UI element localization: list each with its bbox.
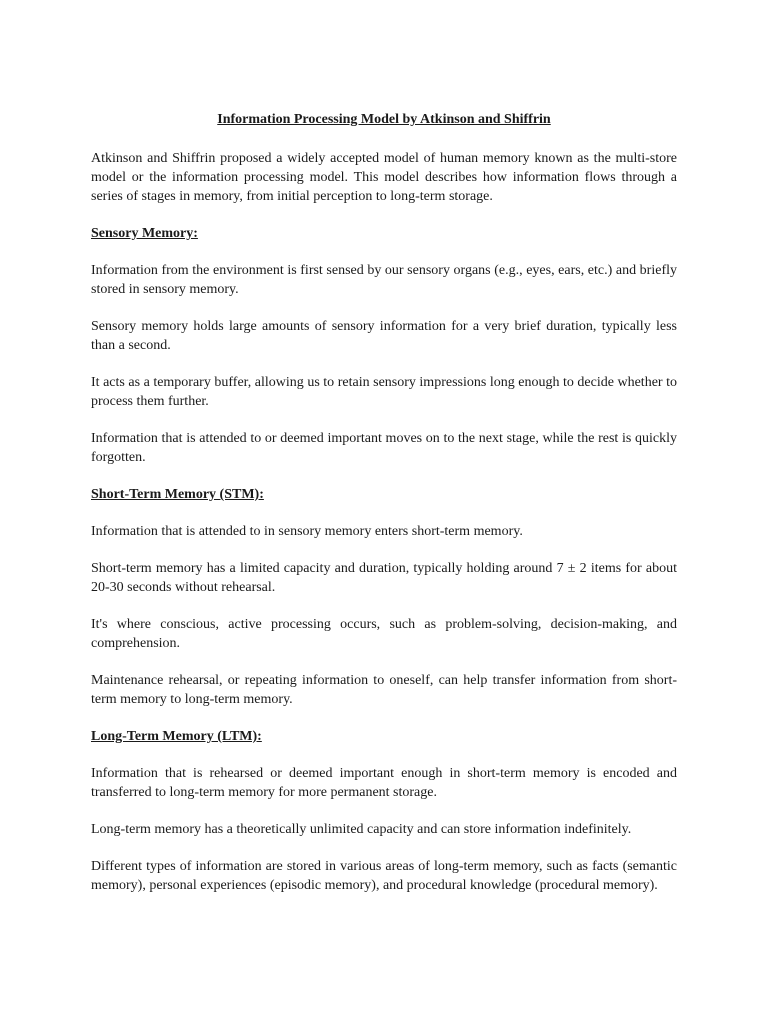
paragraph: Short-term memory has a limited capacity and duration, typically holding around 7 ± 2 items for about 20-30 seconds without rehearsal.: [91, 561, 677, 595]
paragraph: Long-term memory has a theoretically unlimited capacity and can store information indefinitely.: [91, 822, 632, 837]
paragraph: It acts as a temporary buffer, allowing us to retain sensory impressions long enough to decide whether to process them further.: [91, 375, 677, 409]
paragraph: Maintenance rehearsal, or repeating information to oneself, can help transfer information from short-term memory to long-term memory.: [91, 673, 677, 707]
paragraph: Different types of information are stored in various areas of long-term memory, such as facts (semantic memory), personal experiences (episodic memory), and procedural knowledge (procedural memory).: [91, 859, 677, 893]
paragraph: Information from the environment is first sensed by our sensory organs (e.g., eyes, ears, etc.) and briefly stored in sensory memory.: [91, 263, 677, 297]
section-heading: Long-Term Memory (LTM):: [91, 729, 262, 744]
section-sensory-memory: [91, 224, 677, 467]
paragraph: Sensory memory holds large amounts of sensory information for a very brief duration, typically less than a second.: [91, 319, 677, 353]
paragraph: Information that is attended to in sensory memory enters short-term memory.: [91, 524, 523, 539]
document-title: Information Processing Model by Atkinson and Shiffrin: [217, 112, 551, 127]
paragraph: Information that is attended to or deemed important moves on to the next stage, while the rest is quickly forgotten.: [91, 431, 677, 465]
paragraph: Information that is rehearsed or deemed important enough in short-term memory is encoded and transferred to long-term memory for more permanent storage.: [91, 766, 677, 800]
section-heading: Short-Term Memory (STM):: [91, 487, 264, 502]
intro-paragraph: Atkinson and Shiffrin proposed a widely accepted model of human memory known as the multi-store model or the information processing model. This model describes how information flows through a series of stages in memory, from initial perception to long-term storage.: [91, 151, 677, 204]
paragraph: It's where conscious, active processing occurs, such as problem-solving, decision-making, and comprehension.: [91, 617, 677, 651]
section-long-term-memory: [91, 727, 677, 895]
section-heading: Sensory Memory:: [91, 226, 198, 241]
section-short-term-memory: [91, 485, 677, 709]
